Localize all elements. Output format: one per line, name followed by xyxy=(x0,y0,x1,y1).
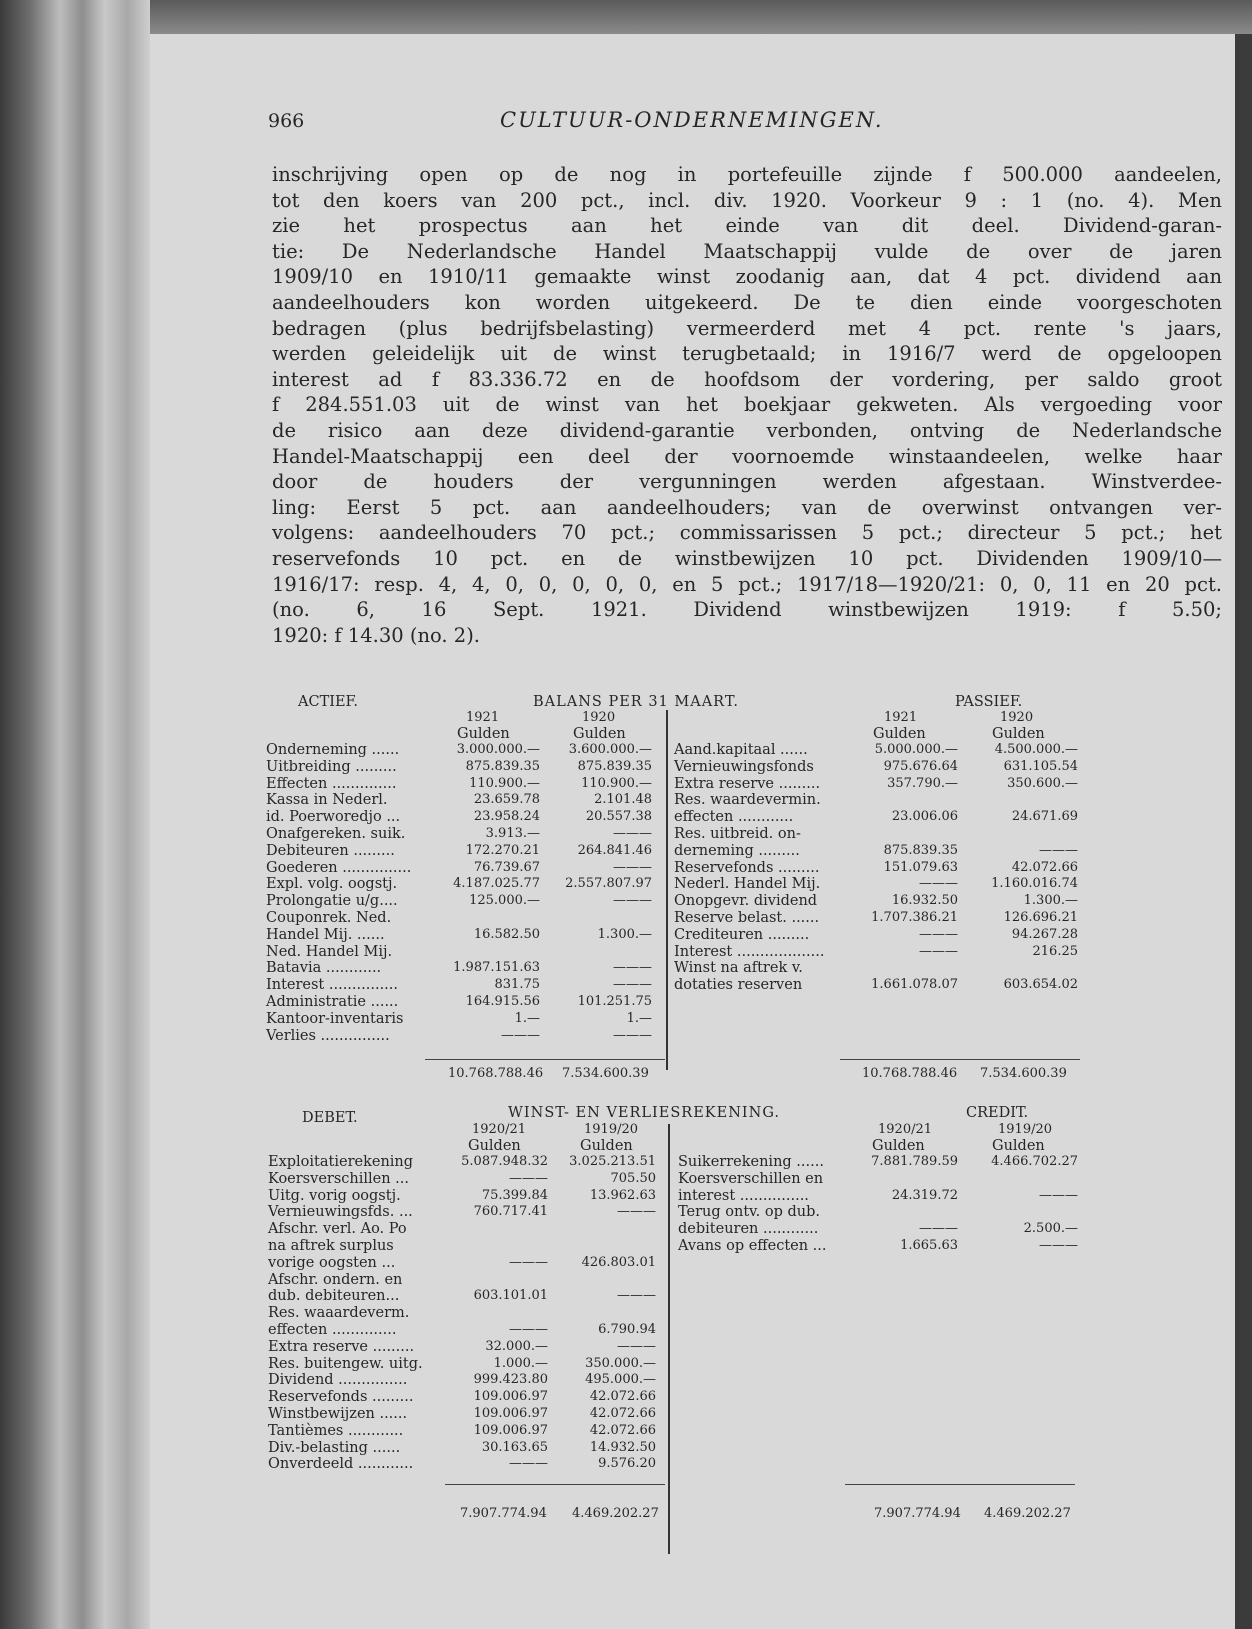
row-value: 76.739.67 xyxy=(473,859,540,875)
row-value: 109.006.97 xyxy=(473,1389,548,1405)
row-label: Interest ............... xyxy=(266,977,399,994)
column-divider xyxy=(666,710,668,1070)
row-value: 42.072.66 xyxy=(589,1406,656,1421)
row-label: effecten .............. xyxy=(268,1322,397,1338)
balance-total-actief: 10.768.788.46 xyxy=(448,1066,544,1081)
debet-label: DEBET. xyxy=(302,1110,358,1126)
row-label: Ned. Handel Mij. xyxy=(266,943,393,960)
row-value: 216.25 xyxy=(1032,943,1078,959)
row-value: 16.932.50 xyxy=(891,893,958,909)
row-value: ——— xyxy=(613,859,652,875)
row-value: 23.958.24 xyxy=(473,809,540,825)
row-value: 4.500.000.— xyxy=(994,742,1078,757)
winst-total-credit: 4.469.202.27 xyxy=(984,1506,1071,1521)
row-label: Reservefonds ......... xyxy=(268,1389,414,1406)
paragraph-line: reservefonds 10 pct. en de winstbewijzen 10 pct. Dividenden 1909/10— xyxy=(272,546,1222,570)
page-number: 966 xyxy=(268,110,305,132)
row-label: Interest ................... xyxy=(674,943,825,960)
col-unit: Gulden xyxy=(873,726,926,742)
winst-title: WINST- EN VERLIESREKENING. xyxy=(508,1105,780,1121)
row-label: dub. debiteuren... xyxy=(268,1288,400,1305)
balance-total-passief: 10.768.788.46 xyxy=(862,1066,958,1081)
row-label: interest ............... xyxy=(678,1187,809,1204)
row-label: Expl. volg. oogstj. xyxy=(266,876,398,893)
row-value: 631.105.54 xyxy=(1003,758,1078,774)
total-rule xyxy=(845,1484,1075,1485)
row-label: vorige oogsten ... xyxy=(268,1254,396,1271)
actief-label: ACTIEF. xyxy=(298,694,358,710)
row-label: Vernieuwingsfds. ... xyxy=(268,1204,413,1221)
row-label: Reservefonds ......... xyxy=(674,859,820,876)
row-value: ——— xyxy=(613,893,652,909)
row-label: Kantoor-inventaris xyxy=(266,1010,404,1027)
row-value: ——— xyxy=(509,1456,548,1472)
winst-total-credit: 7.907.774.94 xyxy=(874,1506,961,1521)
col-unit: Gulden xyxy=(992,726,1045,742)
row-value: ——— xyxy=(919,943,958,959)
paragraph-line: bedragen (plus bedrijfsbelasting) vermeerderd met 4 pct. rente 's jaars, xyxy=(272,316,1222,340)
row-label: dotaties reserven xyxy=(674,977,803,994)
row-label: Res. uitbreid. on- xyxy=(674,826,801,842)
paragraph-line: (no. 6, 16 Sept. 1921. Dividend winstbewijzen 1919: f 5.50; xyxy=(272,598,1222,622)
row-label: Tantièmes ............ xyxy=(268,1422,404,1439)
paragraph-line: Handel-Maatschappij een deel der voornoemde winstaandeelen, welke haar xyxy=(272,444,1222,468)
row-value: 495.000.— xyxy=(585,1372,656,1388)
running-title: CULTUUR-ONDERNEMINGEN. xyxy=(500,108,884,132)
row-label: Crediteuren ......... xyxy=(674,926,810,943)
row-label: Batavia ............ xyxy=(266,960,382,977)
row-value: 3.600.000.— xyxy=(568,742,652,757)
row-value: 23.006.06 xyxy=(891,809,958,825)
row-value: ——— xyxy=(613,826,652,841)
total-rule xyxy=(840,1059,1080,1060)
row-value: 875.839.35 xyxy=(465,758,540,774)
row-value: 603.101.01 xyxy=(473,1288,548,1304)
row-value: ——— xyxy=(509,1322,548,1337)
row-label: na aftrek surplus xyxy=(268,1238,394,1254)
col-year: 1920 xyxy=(582,710,616,725)
row-label: Koersverschillen en xyxy=(678,1170,824,1187)
paragraph-line: de risico aan deze dividend-garantie verbonden, ontving de Nederlandsche xyxy=(272,418,1222,442)
row-value: 5.000.000.— xyxy=(874,742,958,757)
row-value: 705.50 xyxy=(610,1170,656,1186)
row-value: 350.000.— xyxy=(585,1355,656,1371)
row-value: 126.696.21 xyxy=(1003,910,1078,925)
row-value: ——— xyxy=(509,1254,548,1270)
row-value: 5.087.948.32 xyxy=(461,1154,548,1169)
row-value: 1.160.016.74 xyxy=(991,876,1078,892)
row-value: ——— xyxy=(501,1027,540,1043)
row-value: 109.006.97 xyxy=(473,1406,548,1421)
row-value: 164.915.56 xyxy=(465,994,540,1009)
balance-title: BALANS PER 31 MAART. xyxy=(533,694,739,710)
row-value: 760.717.41 xyxy=(473,1204,548,1220)
row-label: Extra reserve ......... xyxy=(268,1338,415,1355)
column-divider xyxy=(668,1124,670,1554)
row-value: 603.654.02 xyxy=(1003,977,1078,993)
row-value: 1.665.63 xyxy=(900,1238,958,1253)
col-year: 1920/21 xyxy=(472,1122,527,1137)
row-value: 109.006.97 xyxy=(473,1422,548,1438)
paragraph-line: f 284.551.03 uit de winst van het boekjaar gekweten. Als vergoeding voor xyxy=(272,393,1222,417)
row-value: 24.319.72 xyxy=(891,1187,958,1203)
row-value: ——— xyxy=(613,960,652,976)
row-label: Winst na aftrek v. xyxy=(674,960,803,977)
row-label: Winstbewijzen ...... xyxy=(268,1406,408,1422)
row-label: Res. waaardeverm. xyxy=(268,1305,410,1322)
paragraph-line: 1909/10 en 1910/11 gemaakte winst zoodanig aan, dat 4 pct. dividend aan xyxy=(272,265,1222,289)
row-value: 264.841.46 xyxy=(577,842,652,858)
row-value: 350.600.— xyxy=(1007,775,1078,791)
row-label: Avans op effecten ... xyxy=(678,1238,827,1254)
row-value: 1.987.151.63 xyxy=(453,960,540,976)
row-value: 13.962.63 xyxy=(589,1187,656,1203)
row-value: 357.790.— xyxy=(887,775,958,791)
paragraph-line: ling: Eerst 5 pct. aan aandeelhouders; van de overwinst ontvangen ver- xyxy=(272,495,1222,519)
credit-label: CREDIT. xyxy=(966,1105,1029,1121)
passief-label: PASSIEF. xyxy=(955,694,1023,710)
row-label: Handel Mij. ...... xyxy=(266,926,385,943)
col-unit: Gulden xyxy=(580,1138,633,1154)
row-value: 42.072.66 xyxy=(589,1422,656,1438)
row-value: 20.557.38 xyxy=(585,809,652,825)
row-label: Effecten .............. xyxy=(266,775,397,792)
row-value: 30.163.65 xyxy=(481,1439,548,1455)
row-label: Reserve belast. ...... xyxy=(674,910,820,926)
row-value: ——— xyxy=(1039,1187,1078,1203)
row-value: 2.500.— xyxy=(1023,1221,1078,1237)
row-label: Kassa in Nederl. xyxy=(266,792,388,809)
row-value: 7.881.789.59 xyxy=(871,1154,958,1169)
row-value: ——— xyxy=(919,876,958,892)
col-year: 1920/21 xyxy=(878,1122,933,1137)
col-year: 1921 xyxy=(884,710,918,725)
row-value: 1.707.386.21 xyxy=(871,910,958,925)
paragraph-line: inschrijving open op de nog in portefeuille zijnde f 500.000 aandeelen, xyxy=(272,163,1222,186)
row-value: ——— xyxy=(1039,1238,1078,1253)
winst-total-debet: 4.469.202.27 xyxy=(572,1506,659,1521)
col-unit: Gulden xyxy=(468,1138,521,1154)
row-label: derneming ......... xyxy=(674,842,800,859)
col-year: 1921 xyxy=(466,710,500,725)
row-value: ——— xyxy=(617,1204,656,1220)
row-value: 426.803.01 xyxy=(581,1254,656,1270)
balance-total-actief: 7.534.600.39 xyxy=(562,1066,649,1081)
row-label: Nederl. Handel Mij. xyxy=(674,876,821,893)
top-edge xyxy=(0,0,1252,34)
col-unit: Gulden xyxy=(992,1138,1045,1154)
col-year: 1919/20 xyxy=(584,1122,639,1137)
col-year: 1919/20 xyxy=(998,1122,1053,1137)
total-rule xyxy=(445,1484,665,1485)
row-value: 3.000.000.— xyxy=(456,742,540,757)
paragraph-line: interest ad f 83.336.72 en de hoofdsom der vordering, per saldo groot xyxy=(272,367,1222,391)
paragraph-line: 1916/17: resp. 4, 4, 0, 0, 0, 0, 0, en 5 pct.; 1917/18—1920/21: 0, 0, 11 en 20 pct. xyxy=(272,572,1222,596)
row-value: ——— xyxy=(617,1338,656,1354)
row-value: 4.187.025.77 xyxy=(453,876,540,892)
row-value: 24.671.69 xyxy=(1011,809,1078,825)
row-value: 151.079.63 xyxy=(883,859,958,875)
row-value: 1.000.— xyxy=(493,1355,548,1371)
row-label: Koersverschillen ... xyxy=(268,1170,409,1187)
total-rule xyxy=(425,1059,665,1060)
row-value: ——— xyxy=(919,926,958,942)
row-value: 172.270.21 xyxy=(465,842,540,858)
paragraph-line: tot den koers van 200 pct., incl. div. 1920. Voorkeur 9 : 1 (no. 4). Men xyxy=(272,188,1222,212)
row-value: 1.661.078.07 xyxy=(871,977,958,993)
row-value: 3.913.— xyxy=(485,826,540,841)
row-label: Onverdeeld ............ xyxy=(268,1456,414,1473)
row-label: Res. waardevermin. xyxy=(674,792,821,809)
row-label: Terug ontv. op dub. xyxy=(678,1204,821,1221)
row-value: 110.900.— xyxy=(469,775,540,791)
row-label: debiteuren ............ xyxy=(678,1221,819,1238)
row-value: 9.576.20 xyxy=(598,1456,656,1472)
row-label: Dividend ............... xyxy=(268,1372,408,1389)
col-unit: Gulden xyxy=(872,1138,925,1154)
book-page xyxy=(150,34,1235,1629)
row-value: 14.932.50 xyxy=(589,1439,656,1455)
row-label: Res. buitengew. uitg. xyxy=(268,1355,423,1372)
body-paragraph xyxy=(272,162,1222,648)
row-value: 94.267.28 xyxy=(1011,926,1078,942)
row-value: 110.900.— xyxy=(581,775,652,791)
row-label: Afschr. ondern. en xyxy=(268,1271,403,1288)
paragraph-line: 1920: f 14.30 (no. 2). xyxy=(272,623,481,647)
row-label: Administratie ...... xyxy=(266,994,399,1010)
col-unit: Gulden xyxy=(573,726,626,742)
row-value: ——— xyxy=(613,1027,652,1043)
row-label: Couponrek. Ned. xyxy=(266,910,392,926)
paragraph-line: aandeelhouders kon worden uitgekeerd. De te dien einde voorgeschoten xyxy=(272,290,1222,314)
row-label: Uitg. vorig oogstj. xyxy=(268,1187,401,1204)
row-label: Uitbreiding ......... xyxy=(266,758,397,775)
row-value: ——— xyxy=(509,1170,548,1186)
row-value: 875.839.35 xyxy=(577,758,652,774)
col-unit: Gulden xyxy=(457,726,510,742)
row-label: effecten ............ xyxy=(674,809,794,826)
row-value: 875.839.35 xyxy=(883,842,958,858)
winst-total-debet: 7.907.774.94 xyxy=(460,1506,547,1521)
col-year: 1920 xyxy=(1000,710,1034,725)
row-label: Suikerrekening ...... xyxy=(678,1154,824,1170)
row-value: 32.000.— xyxy=(485,1338,548,1354)
row-value: 4.466.702.27 xyxy=(991,1154,1078,1169)
row-value: 42.072.66 xyxy=(1011,859,1078,875)
row-value: 75.399.84 xyxy=(481,1187,548,1203)
row-value: ——— xyxy=(919,1221,958,1237)
paragraph-line: werden geleidelijk uit de winst terugbetaald; in 1916/7 werd de opgeloopen xyxy=(272,342,1222,366)
row-label: Debiteuren ......... xyxy=(266,842,395,859)
row-label: Prolongatie u/g.... xyxy=(266,893,398,910)
row-value: 42.072.66 xyxy=(589,1389,656,1405)
row-label: Vernieuwingsfonds xyxy=(674,758,814,775)
row-value: 101.251.75 xyxy=(577,994,652,1009)
row-label: Exploitatierekening xyxy=(268,1154,414,1170)
row-value: 831.75 xyxy=(494,977,540,993)
row-label: Extra reserve ......... xyxy=(674,775,821,792)
row-value: 6.790.94 xyxy=(598,1322,656,1337)
row-value: 1.300.— xyxy=(597,926,652,942)
balance-total-passief: 7.534.600.39 xyxy=(980,1066,1067,1081)
row-value: ——— xyxy=(1039,842,1078,858)
row-label: Goederen ............... xyxy=(266,859,412,876)
row-value: 3.025.213.51 xyxy=(569,1154,656,1169)
row-value: ——— xyxy=(613,977,652,993)
paragraph-line: zie het prospectus aan het einde van dit deel. Dividend-garan- xyxy=(272,214,1222,238)
row-label: Onopgevr. dividend xyxy=(674,893,818,910)
row-label: id. Poerworedjo ... xyxy=(266,809,401,826)
row-value: 999.423.80 xyxy=(473,1372,548,1388)
row-value: 125.000.— xyxy=(469,893,540,909)
row-value: 2.557.807.97 xyxy=(565,876,652,892)
row-value: ——— xyxy=(617,1288,656,1304)
row-value: 23.659.78 xyxy=(473,792,540,808)
row-label: Onderneming ...... xyxy=(266,742,400,758)
row-value: 16.582.50 xyxy=(473,926,540,942)
row-label: Div.-belasting ...... xyxy=(268,1439,401,1456)
paragraph-line: volgens: aandeelhouders 70 pct.; commissarissen 5 pct.; directeur 5 pct.; het xyxy=(272,521,1222,545)
row-value: 1.300.— xyxy=(1023,893,1078,909)
row-value: 1.— xyxy=(514,1010,540,1026)
row-label: Verlies ............... xyxy=(266,1027,390,1044)
row-label: Aand.kapitaal ...... xyxy=(674,742,808,758)
row-label: Onafgereken. suik. xyxy=(266,826,406,842)
book-spine-edge xyxy=(0,0,150,1629)
paragraph-line: door de houders der vergunningen werden afgestaan. Winstverdee- xyxy=(272,470,1222,494)
row-value: 1.— xyxy=(626,1010,652,1026)
row-value: 975.676.64 xyxy=(883,758,958,774)
row-value: 2.101.48 xyxy=(594,792,652,808)
row-label: Afschr. verl. Ao. Po xyxy=(268,1221,407,1238)
paragraph-line: tie: De Nederlandsche Handel Maatschappij vulde de over de jaren xyxy=(272,239,1222,263)
